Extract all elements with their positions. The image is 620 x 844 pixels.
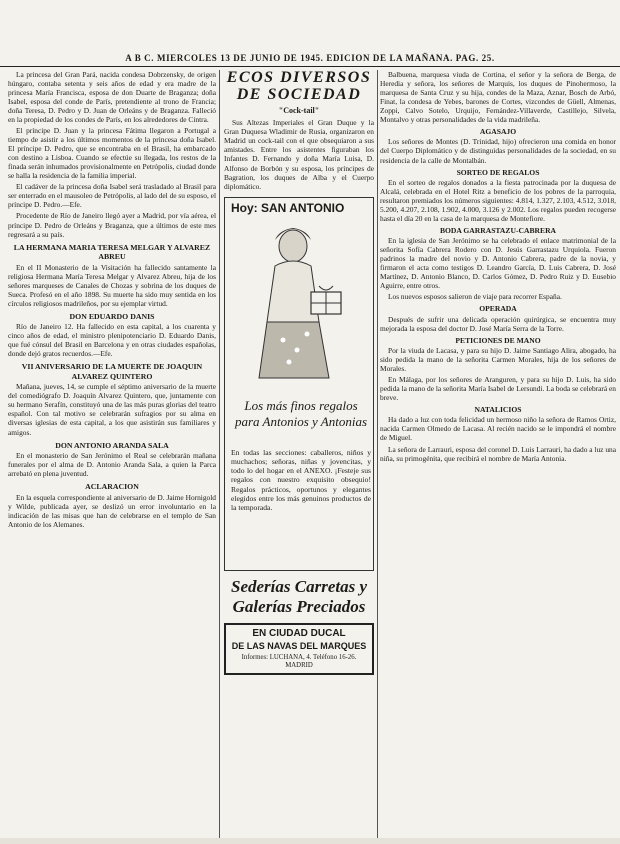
property-ad (224, 623, 374, 675)
san-antonio-ad (224, 197, 374, 571)
page-header (0, 0, 620, 67)
column-rule (219, 70, 220, 838)
section-heading: SORTEO DE REGALOS (456, 167, 540, 177)
paragraph: Después de sufrir una delicada operación quirúrgica, se encuentra muy mejorada la esposa del doctor D. José María Serra de la Torre. (380, 314, 616, 333)
bottom-edge (0, 838, 620, 844)
section-heading: DON EDUARDO DANIS (69, 311, 155, 321)
property-ad-line: EN CIUDAD DUCAL (252, 628, 346, 640)
paragraph: Por la viuda de Lacasa, y para su hijo D. Jaime Santiago Alira, abogado, ha sido pedida la mano de la señorita Carmen Morales, hija de los señores de Morales. (380, 345, 616, 374)
ad-body: En todas las secciones: caballeros, niños y muchachos; señoras, niñas y jovencitas, y todo lo del hogar en el ANEXO. ¡Festeje sus regalos con nuestro exquisito obsequio! Regalos prácticos, oportunos y elegantes elegidos entre los más genuinos productos de la temporada. (231, 447, 371, 513)
section-heading: BODA GARRASTAZU-CABRERA (439, 225, 557, 235)
paragraph: Mañana, jueves, 14, se cumple el séptimo aniversario de la muerte del comediógrafo D. Joaquín Alvarez Quintero, que, juntamente con su hermano Serafín, constituyó una de las más puras glorias del teatro español. Con tal motivo se celebrarán sufragios por su alma en diversas iglesias de esta capital, a los que asistirán sus familiares y amigos. (8, 382, 216, 437)
running-head: A B C. MIERCOLES 13 DE JUNIO DE 1945. EDICION DE LA MAÑANA. PAG. 25. (125, 53, 495, 63)
paragraph: En el sorteo de regalos donados a la fiesta patrocinada por la duquesa de Alcalá, celebrada en el Hotel Ritz a beneficio de los pobres de la parroquia, resultaron premiados los números siguientes: 4.814, 1.327, 2.103, 4.512, 3.018, 5.200, 4.207, 2.108, 1.902, 4.000, 3.126 y 2.002. Los regalos pueden recogerse hasta el día 20 en la casa de la marquesa de Montefiore. (380, 177, 616, 223)
paragraph: En el monasterio de San Jerónimo el Real se celebrarán mañana funerales por el alma de D. Antonio Aranda Sala, a quien la Parca arrebató en plena juventud. (8, 451, 216, 479)
section-heading: VII ANIVERSARIO DE LA MUERTE DE JOAQUIN ALVAREZ QUINTERO (21, 362, 203, 381)
ecos-title: ECOS DIVERSOS (226, 70, 372, 86)
paragraph: Los nuevos esposos salieron de viaje para recorrer España. (388, 292, 562, 302)
paragraph: Procedente de Río de Janeiro llegó ayer a Madrid, por vía aérea, el príncipe D. Pedro de Orleáns y Braganza, que a últimos de este mes regresará a su país. (8, 211, 216, 239)
paragraph: Río de Janeiro 12. Ha fallecido en esta capital, a los cuarenta y cinco años de edad, el ministro plenipotenciario D. Eduardo Danis, que fué cónsul del Brasil en Barcelona y en otras ciudades españolas, donde dejó gratos recuerdos.—Efe. (8, 322, 216, 359)
section-heading: ACLARACION (85, 482, 139, 492)
paragraph: Balbuena, marquesa viuda de Cortina, el señor y la señora de Berga, de Heredia y señora, los señores de Marquis, los duques de Pinohermoso, la marquesa de Santa Cruz y su hija, condes de la Maza, Aznar, Bosch de Arbó, Finat, la condesa de Yebes, barones de Cortes, vizcondes de Güell, Almenas, Zoppi, Calvo Sotelo, Urquijo, Fernández-Villaverde, Castillejo, Silvela, Montalvo y otras personalidades de la vida madrileña. (380, 70, 616, 125)
store-name: Sederías Carretas y Galerías Preciados (231, 576, 367, 616)
paragraph: Ha dado a luz con toda felicidad un hermoso niño la señora de Ramos Ortiz, nacida Carmen Olmedo de Lacasa. Al recién nacido se le impondrá el nombre de Miguel. (380, 415, 616, 443)
section-heading: PETICIONES DE MANO (455, 335, 541, 345)
property-ad-line: DE LAS NAVAS DEL MARQUES (231, 640, 367, 651)
paragraph: El príncipe D. Juan y la princesa Fátima llegaron a Portugal a tiempo de asistir a los últimos momentos de la princesa doña Isabel. El príncipe D. Pedro, que se encontraba en el Brasil, ha embarcado con destino a Lisboa. Cuando se efectúe su llegada, los restos de la finada serán inhumados provisionalmente en Petrópolis, ciudad donde se halla la residencia de la familia imperial. (8, 126, 216, 181)
paragraph: El cadáver de la princesa doña Isabel será trasladado al Brasil para ser enterrado en el mausoleo de Petrópolis, al lado del de su esposo, el príncipe D. Pedro.—Efe. (8, 182, 216, 210)
property-ad-contact: Informes: LUCHANA, 4. Teléfono 16-26. MADRID (241, 653, 357, 669)
cocktail-heading: "Cock-tail" (278, 105, 320, 115)
column-left (8, 70, 216, 838)
section-heading: NATALICIOS (474, 405, 522, 415)
ad-title: Hoy: SAN ANTONIO (231, 200, 345, 215)
column-right (380, 70, 616, 838)
paragraph: La princesa del Gran Pará, nacida condesa Dobrzensky, de origen húngaro, contaba setenta y seis años de edad y era madre de la princesa María Francisca, esposa de don Duarte de Braganza; doña Isabel, esposa del conde de París, pretendiente al trono de Francia; doña Teresa, D. Pedro y D. Juan de Orleáns y de Braganza. Falleció en la propiedad de los condes de París, en los alrededores de Cintra. (8, 70, 216, 125)
paragraph: En la esquela correspondiente al aniversario de D. Jaime Hornigold y Wilde, publicada ayer, se deslizó un error involuntario en la indicación de las misas que han de celebrarse en el templo de San Antonio de los Alemanes. (8, 492, 216, 529)
column-middle (224, 70, 374, 838)
paragraph: La señora de Larrauri, esposa del coronel D. Luis Larrauri, ha dado a luz una niña, su primogénita, que recibirá el nombre de María Antonia. (380, 444, 616, 463)
woman-gift-illustration (245, 222, 355, 382)
section-heading: OPERADA (479, 304, 517, 314)
section-heading: LA HERMANA MARIA TERESA MELGAR Y ALVAREZ ABREU (13, 242, 211, 262)
section-heading: DON ANTONIO ARANDA SALA (55, 440, 169, 450)
section-heading: AGASAJO (479, 127, 517, 137)
paragraph: En el II Monasterio de la Visitación ha fallecido santamente la religiosa Hermana María Teresa Melgar y Alvarez Abreu, hija de los señores marqueses de Canales de Chozas y sobrina de los duques de Sueca. Profesó en el año 1898. Su muerte ha sido muy sentida en los círculos religiosos madrileños, por su ejemplar virtud. (8, 262, 216, 308)
column-rule (377, 70, 378, 838)
paragraph: Sus Altezas Imperiales el Gran Duque y la Gran Duquesa Wladimir de Rusia, organizaron en Madrid un cock-tail con el que obsequiaron a sus amistades. Entre los asistentes figuraban los Infantes D. Fernando y doña María Luisa, D. Alfonso de Borbón y su esposa, los príncipes de Bagration, los duques de Alba y el Cuerpo diplomático. (224, 118, 374, 191)
paragraph: Los señores de Montes (D. Trinidad, hijo) ofrecieron una comida en honor del Cuerpo Diplomático y de distinguidas personalidades de la sociedad, en su residencia de la calle de Montalbán. (380, 137, 616, 165)
script-slogan: Los más finos regalos para Antonios y Antonias (234, 397, 368, 430)
paragraph: En Málaga, por los señores de Aranguren, y para su hijo D. Luis, ha sido pedida la mano de la señorita María Isabel de Lersundi. La boda se celebrará en breve. (380, 375, 616, 403)
paragraph: En la iglesia de San Jerónimo se ha celebrado el enlace matrimonial de la señorita Sofía Cabrera Rodero con D. Jesús Garrastazu Urquiola. Fueron padrinos la madre del novio y D. Antonio Cabrera, padre de la novia, y firmaron el acta como testigos D. Leandro García, D. Luis Cabrera, D. José Martínez, D. Antonio Blanco, D. Carlos Gómez, D. Pedro Ruiz y D. Eusebio Aguirre, entre otros. (380, 236, 616, 291)
ecos-title: DE SOCIEDAD (236, 85, 362, 103)
